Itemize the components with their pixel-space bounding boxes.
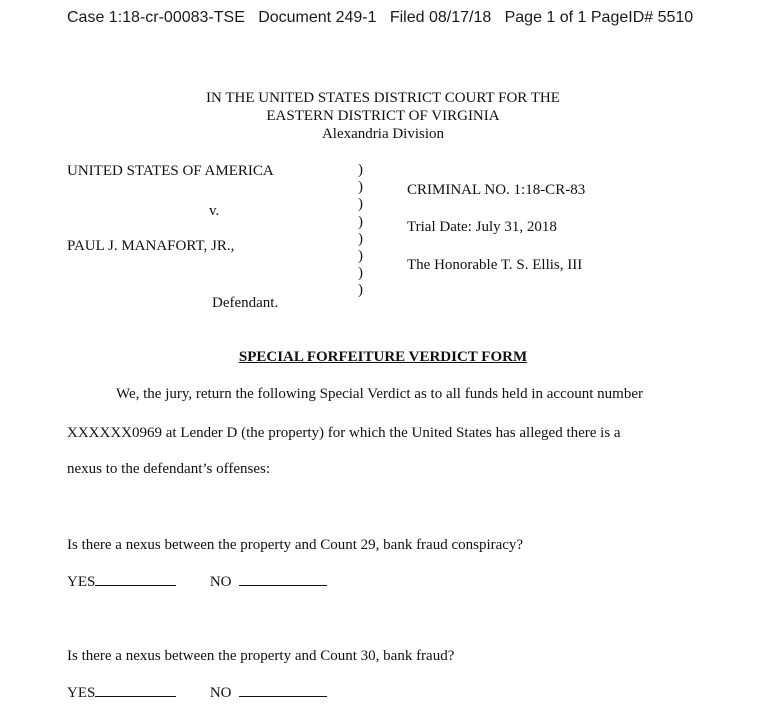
case-number: Case 1:18-cr-00083-TSE (67, 9, 245, 26)
question-count-29: Is there a nexus between the property and Count 29, bank fraud conspiracy? (67, 537, 524, 553)
form-title: SPECIAL FORFEITURE VERDICT FORM (238, 349, 528, 365)
court-name-line-1: IN THE UNITED STATES DISTRICT COURT FOR THE (206, 90, 560, 106)
caption-paren: ) (358, 196, 363, 213)
no-label: NO (209, 685, 232, 701)
caption-paren: ) (358, 230, 363, 247)
filed-date: Filed 08/17/18 (389, 9, 492, 26)
intro-line-1: We, the jury, return the following Special Verdict as to all funds held in account number (116, 386, 643, 402)
caption-paren: ) (358, 282, 363, 299)
plaintiff-name: UNITED STATES OF AMERICA (67, 163, 274, 179)
court-division: Alexandria Division (321, 126, 445, 142)
versus-label: v. (209, 203, 220, 219)
yes-label: YES (67, 685, 96, 701)
page-info: Page 1 of 1 PageID# 5510 (504, 9, 694, 26)
answer-row-count-29 (67, 573, 327, 591)
yes-label: YES (67, 574, 96, 590)
criminal-number: CRIMINAL NO. 1:18-CR-83 (407, 182, 586, 198)
question-count-30: Is there a nexus between the property and Count 30, bank fraud? (67, 648, 455, 664)
no-answer-blank[interactable] (239, 573, 327, 586)
answer-row-count-30 (67, 684, 327, 702)
no-label: NO (209, 574, 232, 590)
no-answer-blank[interactable] (239, 684, 327, 697)
judge-name: The Honorable T. S. Ellis, III (407, 257, 583, 273)
yes-answer-blank[interactable] (95, 573, 176, 586)
document-number: Document 249-1 (258, 9, 377, 26)
caption-paren: ) (358, 265, 363, 282)
yes-answer-blank[interactable] (95, 684, 176, 697)
document-header (67, 9, 693, 27)
defendant-label: Defendant. (212, 295, 279, 311)
caption-paren: ) (358, 179, 363, 196)
defendant-name: PAUL J. MANAFORT, JR., (67, 238, 235, 254)
intro-line-3: nexus to the defendant’s offenses: (67, 461, 271, 477)
caption-divider (358, 162, 363, 300)
intro-line-2: XXXXXX0969 at Lender D (the property) for which the United States has alleged there is a (67, 425, 621, 441)
trial-date: Trial Date: July 31, 2018 (407, 219, 557, 235)
caption-paren: ) (358, 213, 363, 230)
caption-paren: ) (358, 162, 363, 178)
caption-paren: ) (358, 248, 363, 265)
court-name-line-2: EASTERN DISTRICT OF VIRGINIA (266, 108, 500, 124)
